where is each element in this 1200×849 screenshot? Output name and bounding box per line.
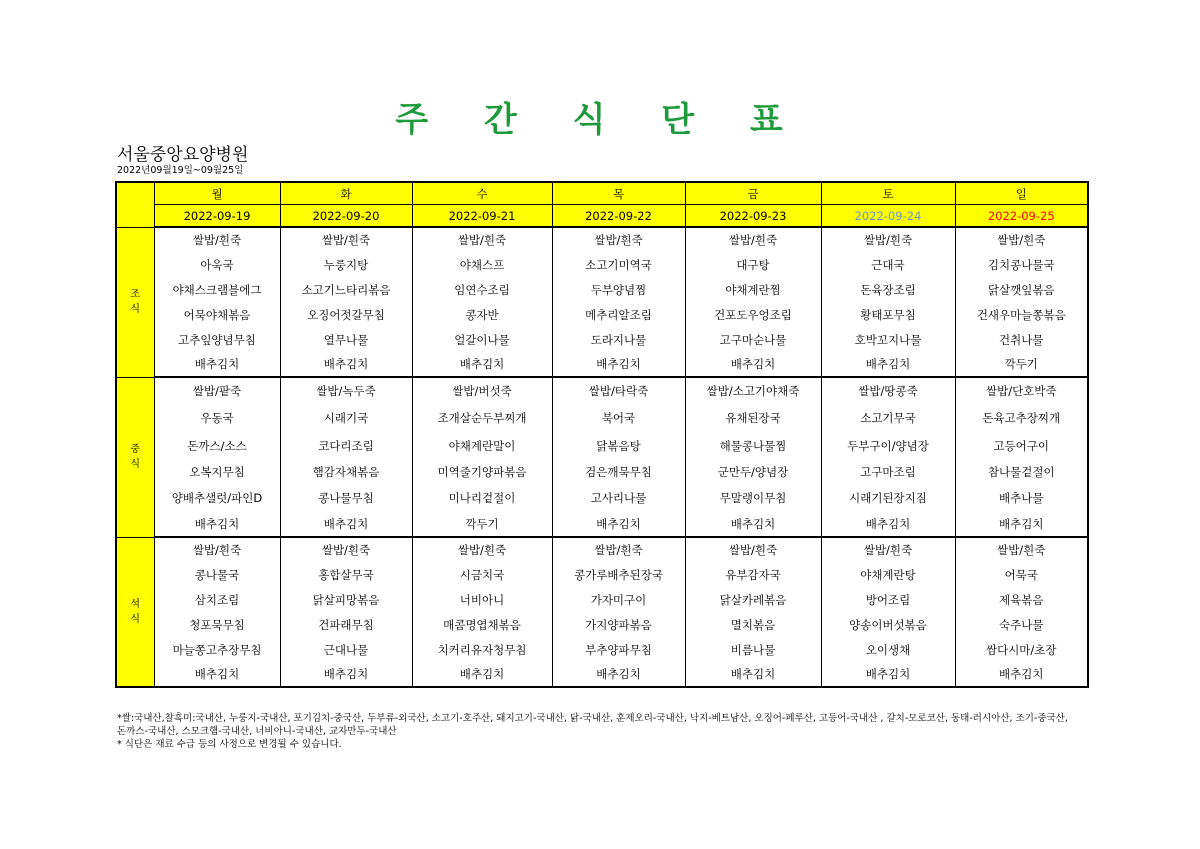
dish-cell: 쌀밥/땅콩죽 <box>821 377 955 403</box>
dish-cell: 쌀밥/버섯죽 <box>412 377 552 403</box>
corner-cell <box>116 182 154 205</box>
menu-row <box>116 587 1088 612</box>
dish-cell: 부추양파무침 <box>552 637 685 662</box>
dish-cell: 유부감자국 <box>685 562 821 587</box>
dish-cell: 야채계란탕 <box>821 562 955 587</box>
date-header: 2022-09-21 <box>412 205 552 228</box>
day-header: 목 <box>552 182 685 205</box>
dish-cell: 닭살카레볶음 <box>685 587 821 612</box>
dish-cell: 햄감자채볶음 <box>280 459 412 485</box>
day-header: 수 <box>412 182 552 205</box>
dish-cell: 배추김치 <box>955 662 1088 687</box>
dish-cell: 돈육장조림 <box>821 277 955 302</box>
dish-cell: 깍두기 <box>412 511 552 537</box>
meal-label: 석 식 <box>116 537 154 687</box>
dish-cell: 쌀밥/흰죽 <box>280 537 412 562</box>
change-note: * 식단은 재료 수급 등의 사정으로 변경될 수 있습니다. <box>117 739 342 750</box>
dish-cell: 군만두/양념장 <box>685 459 821 485</box>
dish-cell: 쌀밥/흰죽 <box>821 227 955 252</box>
dish-cell: 쌀밥/흰죽 <box>685 227 821 252</box>
dish-cell: 우동국 <box>154 403 280 433</box>
menu-row <box>116 537 1088 562</box>
dish-cell: 배추나물 <box>955 485 1088 511</box>
dish-cell: 메추리알조림 <box>552 302 685 327</box>
dish-cell: 소고기느타리볶음 <box>280 277 412 302</box>
dish-cell: 콩나물국 <box>154 562 280 587</box>
dish-cell: 두부양념찜 <box>552 277 685 302</box>
dish-cell: 쌀밥/단호박죽 <box>955 377 1088 403</box>
date-header: 2022-09-20 <box>280 205 412 228</box>
menu-row <box>116 562 1088 587</box>
dish-cell: 돈까스/소스 <box>154 433 280 459</box>
menu-period: 2022년09월19일~09월25일 <box>117 165 244 176</box>
dish-cell: 멸치볶음 <box>685 612 821 637</box>
dish-cell: 쌀밥/흰죽 <box>154 537 280 562</box>
dish-cell: 고사리나물 <box>552 485 685 511</box>
dish-cell: 쌀밥/소고기야채죽 <box>685 377 821 403</box>
dish-cell: 콩나물무침 <box>280 485 412 511</box>
dish-cell: 쌀밥/팥죽 <box>154 377 280 403</box>
date-header: 2022-09-25 <box>955 205 1088 228</box>
hospital-name: 서울중앙요양병원 <box>117 145 249 165</box>
day-header: 토 <box>821 182 955 205</box>
menu-row <box>116 352 1088 377</box>
menu-row <box>116 302 1088 327</box>
day-header: 금 <box>685 182 821 205</box>
dish-cell: 마늘쫑고추장무침 <box>154 637 280 662</box>
dish-cell: 쌀밥/타락죽 <box>552 377 685 403</box>
dish-cell: 고구마순나물 <box>685 327 821 352</box>
menu-row <box>116 327 1088 352</box>
menu-row <box>116 511 1088 537</box>
dish-cell: 야채계란말이 <box>412 433 552 459</box>
date-header: 2022-09-22 <box>552 205 685 228</box>
dish-cell: 콩자반 <box>412 302 552 327</box>
dish-cell: 돈육고추장찌개 <box>955 403 1088 433</box>
dish-cell: 쌀밥/흰죽 <box>280 227 412 252</box>
dish-cell: 배추김치 <box>280 662 412 687</box>
dish-cell: 야채계란찜 <box>685 277 821 302</box>
dish-cell: 쌀밥/흰죽 <box>821 537 955 562</box>
menu-row <box>116 612 1088 637</box>
menu-row <box>116 637 1088 662</box>
menu-row <box>116 403 1088 433</box>
dish-cell: 참나물겉절이 <box>955 459 1088 485</box>
dish-cell: 배추김치 <box>154 662 280 687</box>
dish-cell: 너비아니 <box>412 587 552 612</box>
dish-cell: 시래기된장지짐 <box>821 485 955 511</box>
dish-cell: 어묵국 <box>955 562 1088 587</box>
dish-cell: 얼갈이나물 <box>412 327 552 352</box>
weekly-menu-table <box>115 181 1089 688</box>
dish-cell: 배추김치 <box>685 662 821 687</box>
menu-row <box>116 459 1088 485</box>
dish-cell: 미역줄기양파볶음 <box>412 459 552 485</box>
menu-row <box>116 662 1088 687</box>
date-header: 2022-09-23 <box>685 205 821 228</box>
dish-cell: 근대국 <box>821 252 955 277</box>
dish-cell: 무말랭이무침 <box>685 485 821 511</box>
dish-cell: 배추김치 <box>685 352 821 377</box>
dish-cell: 청포묵무침 <box>154 612 280 637</box>
dish-cell: 쌀밥/흰죽 <box>154 227 280 252</box>
dish-cell: 고등어구이 <box>955 433 1088 459</box>
dish-cell: 도라지나물 <box>552 327 685 352</box>
day-header-row <box>116 182 1088 205</box>
dish-cell: 오징어젓갈무침 <box>280 302 412 327</box>
dish-cell: 어묵야채볶음 <box>154 302 280 327</box>
dish-cell: 해물콩나물찜 <box>685 433 821 459</box>
dish-cell: 매콤명엽채볶음 <box>412 612 552 637</box>
dish-cell: 치커리유자청무침 <box>412 637 552 662</box>
dish-cell: 오복지무침 <box>154 459 280 485</box>
dish-cell: 건새우마늘쫑볶음 <box>955 302 1088 327</box>
dish-cell: 쌀밥/흰죽 <box>412 227 552 252</box>
menu-row <box>116 227 1088 252</box>
origin-note: *쌀:국내산,찰흑미:국내산, 누룽지-국내산, 포기김치-중국산, 두부류-외국산, 소고기-호주산, 돼지고기-국내산, 닭-국내산, 훈제오리-국내산, 낙지-베트남산, 오징어-페루산, 고등어-국내산 , 갈치-모로코산, 동태-러시아산, 조기-중국산, 돈까스-국내산, 스모크햄-국내산, 너비아니-국내산, 교자만두-국내산 <box>117 713 1068 737</box>
menu-row <box>116 252 1088 277</box>
dish-cell: 고추잎양념무침 <box>154 327 280 352</box>
page-title: 주 간 식 단 표 <box>395 100 805 140</box>
dish-cell: 열무나물 <box>280 327 412 352</box>
dish-cell: 깍두기 <box>955 352 1088 377</box>
dish-cell: 유채된장국 <box>685 403 821 433</box>
dish-cell: 닭살피망볶음 <box>280 587 412 612</box>
menu-row <box>116 377 1088 403</box>
dish-cell: 황태포무침 <box>821 302 955 327</box>
dish-cell: 배추김치 <box>552 352 685 377</box>
menu-row <box>116 277 1088 302</box>
dish-cell: 쌀밥/흰죽 <box>412 537 552 562</box>
dish-cell: 제육볶음 <box>955 587 1088 612</box>
dish-cell: 콩가루배추된장국 <box>552 562 685 587</box>
dish-cell: 가지양파볶음 <box>552 612 685 637</box>
dish-cell: 쌀밥/흰죽 <box>955 227 1088 252</box>
dish-cell: 김치콩나물국 <box>955 252 1088 277</box>
dish-cell: 배추김치 <box>412 662 552 687</box>
dish-cell: 닭볶음탕 <box>552 433 685 459</box>
dish-cell: 양배추샐럿/파인D <box>154 485 280 511</box>
dish-cell: 대구탕 <box>685 252 821 277</box>
notes <box>117 712 1077 751</box>
dish-cell: 소고기미역국 <box>552 252 685 277</box>
dish-cell: 홍합살무국 <box>280 562 412 587</box>
dish-cell: 소고기무국 <box>821 403 955 433</box>
dish-cell: 시금치국 <box>412 562 552 587</box>
meal-label: 조 식 <box>116 227 154 377</box>
dish-cell: 양송이버섯볶음 <box>821 612 955 637</box>
dish-cell: 배추김치 <box>821 662 955 687</box>
dish-cell: 삼치조림 <box>154 587 280 612</box>
dish-cell: 배추김치 <box>154 511 280 537</box>
dish-cell: 배추김치 <box>821 352 955 377</box>
dish-cell: 건포도우엉조림 <box>685 302 821 327</box>
dish-cell: 호박꼬지나물 <box>821 327 955 352</box>
dish-cell: 아욱국 <box>154 252 280 277</box>
date-header: 2022-09-24 <box>821 205 955 228</box>
dish-cell: 배추김치 <box>552 511 685 537</box>
dish-cell: 두부구이/양념장 <box>821 433 955 459</box>
dish-cell: 배추김치 <box>552 662 685 687</box>
meal-label: 중 식 <box>116 377 154 537</box>
dish-cell: 배추김치 <box>280 511 412 537</box>
dish-cell: 오이생채 <box>821 637 955 662</box>
dish-cell: 배추김치 <box>821 511 955 537</box>
dish-cell: 건파래무침 <box>280 612 412 637</box>
dish-cell: 쌀밥/흰죽 <box>955 537 1088 562</box>
day-header: 월 <box>154 182 280 205</box>
dish-cell: 숙주나물 <box>955 612 1088 637</box>
dish-cell: 코다리조림 <box>280 433 412 459</box>
day-header: 화 <box>280 182 412 205</box>
dish-cell: 야채스크램블에그 <box>154 277 280 302</box>
menu-row <box>116 485 1088 511</box>
day-header: 일 <box>955 182 1088 205</box>
corner-cell <box>116 205 154 228</box>
dish-cell: 배추김치 <box>154 352 280 377</box>
menu-row <box>116 433 1088 459</box>
dish-cell: 북어국 <box>552 403 685 433</box>
date-header: 2022-09-19 <box>154 205 280 228</box>
dish-cell: 건취나물 <box>955 327 1088 352</box>
dish-cell: 근대나물 <box>280 637 412 662</box>
date-header-row <box>116 205 1088 228</box>
dish-cell: 임연수조림 <box>412 277 552 302</box>
dish-cell: 비름나물 <box>685 637 821 662</box>
dish-cell: 조개살순두부찌개 <box>412 403 552 433</box>
dish-cell: 시래기국 <box>280 403 412 433</box>
dish-cell: 가자미구이 <box>552 587 685 612</box>
dish-cell: 배추김치 <box>685 511 821 537</box>
dish-cell: 쌀밥/흰죽 <box>552 227 685 252</box>
dish-cell: 검은깨묵무침 <box>552 459 685 485</box>
dish-cell: 배추김치 <box>955 511 1088 537</box>
dish-cell: 쌀밥/흰죽 <box>552 537 685 562</box>
dish-cell: 쌀밥/흰죽 <box>685 537 821 562</box>
dish-cell: 배추김치 <box>412 352 552 377</box>
dish-cell: 배추김치 <box>280 352 412 377</box>
dish-cell: 고구마조림 <box>821 459 955 485</box>
dish-cell: 닭살깻잎볶음 <box>955 277 1088 302</box>
dish-cell: 누룽지탕 <box>280 252 412 277</box>
dish-cell: 미나리겉절이 <box>412 485 552 511</box>
dish-cell: 쌀밥/녹두죽 <box>280 377 412 403</box>
dish-cell: 야채스프 <box>412 252 552 277</box>
dish-cell: 쌈다시마/초장 <box>955 637 1088 662</box>
dish-cell: 방어조림 <box>821 587 955 612</box>
